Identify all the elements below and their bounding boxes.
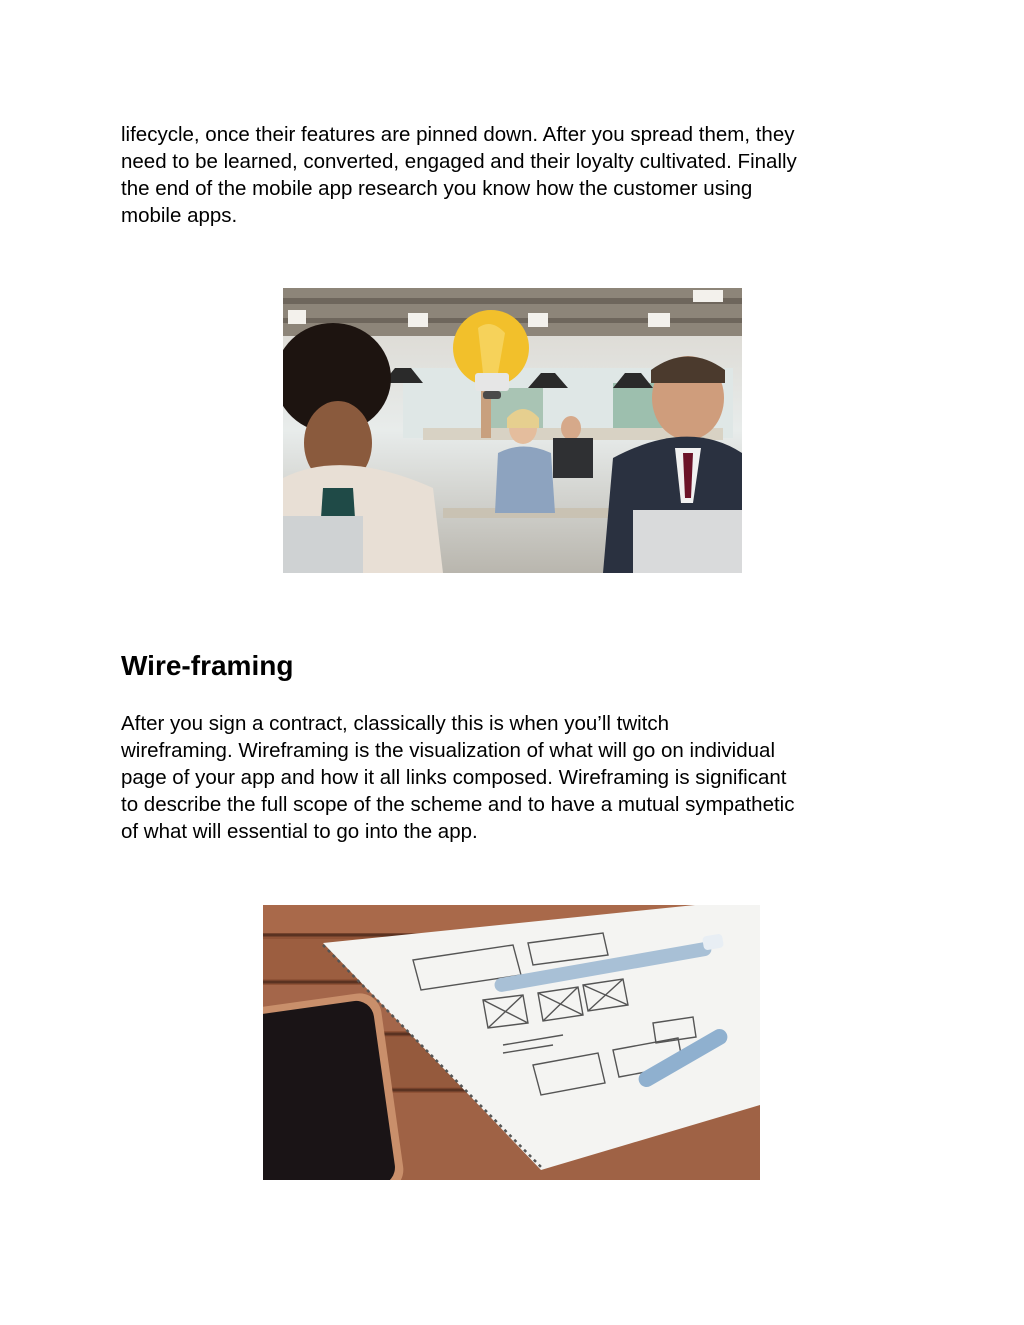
text-line: After you sign a contract, classically this is when you’ll twitch bbox=[121, 712, 670, 735]
text-line: wireframing. Wireframing is the visualization of what will go on individual bbox=[121, 739, 775, 762]
office-team-photo bbox=[283, 288, 742, 573]
wireframing-paragraph bbox=[121, 710, 911, 845]
text-line: lifecycle, once their features are pinned down. After you spread them, they bbox=[121, 123, 795, 146]
intro-paragraph bbox=[121, 121, 911, 229]
text-line: the end of the mobile app research you know how the customer using bbox=[121, 177, 753, 200]
section-heading: Wire-framing bbox=[121, 650, 294, 681]
text-line: need to be learned, converted, engaged and their loyalty cultivated. Finally bbox=[121, 150, 797, 173]
text-line: mobile apps. bbox=[121, 204, 238, 227]
text-line: page of your app and how it all links composed. Wireframing is significant bbox=[121, 766, 787, 789]
text-line: of what will essential to go into the app. bbox=[121, 820, 478, 843]
wireframe-sketch-photo bbox=[263, 905, 760, 1180]
text-line: to describe the full scope of the scheme and to have a mutual sympathetic bbox=[121, 793, 795, 816]
